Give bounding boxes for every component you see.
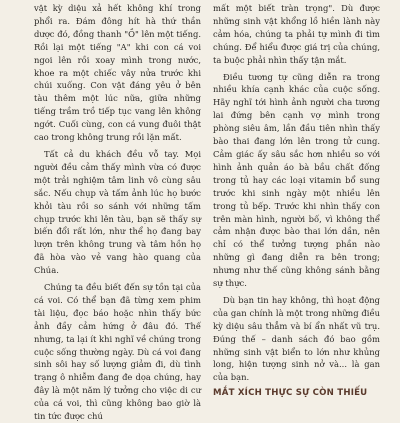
right-column	[213, 2, 380, 400]
left-column	[34, 2, 201, 422]
left-paragraph-2: Tất cả du khách đều vỗ tay. Mọi người đều cảm thấy mình vừa có được một trải nghiệm tâm linh vô cùng sâu sắc. Nếu chụp và tấm ảnh lúc họ bước khỏi tàu rồi so sánh với những tấm chụp trước khi lên tàu, bạn sẽ thấy sự biến đổi rất lớn, như thể họ đang bay lượn trên không trung và tâm hồn họ đã hòa vào vẻ vang hào quang của Chúa.	[34, 148, 201, 276]
right-paragraph-3: Dù bạn tin hay không, thì hoạt động của gan chính là một trong những điều kỳ diệu sâu thẳm và bí ẩn nhất vũ trụ. Đúng thế – danh sách đó bao gồm những sinh vật biển to lớn như khủng long, hiện tượng sinh nở và... là gan của bạn.	[213, 294, 380, 383]
left-paragraph-1: vật kỳ diệu xả hết không khí trong phổi ra. Đám đông hít hà thứ thần dược đó, đồng thanh "Ồ" lên một tiếng. Rồi lại một tiếng "A" khi con cá voi ngoi lên rồi xoay mình trong nước, khoe ra một chiếc vây nửa trước khi chúi xuống. Con vật đáng yêu ở bên tàu thêm một lúc nữa, giữa những tiếng trầm trồ tiếp tục vang lên không ngớt. Cuối cùng, con cá vung đuôi thật cao trong không trung rồi lặn mất.	[34, 3, 201, 143]
right-paragraph-2: Điều tương tự cũng diễn ra trong nhiều khía cạnh khác của cuộc sống. Hãy nghĩ tới hình ảnh người cha tương lai đứng bên cạnh vợ mình trong phòng siêu âm, lần đầu tiên nhìn thấy bào thai đang lớn lên trong tử cung. Cảm giác ấy sâu sắc hơn nhiều so với hình ảnh quản áo bà bầu chất đống trong tủ hay các loại vitamin bổ sung trước khi sinh ngày một nhiều lên trong tủ bếp. Trước khi nhìn thấy con trên màn hình, người bố, vì không thể cảm nhận được bào thai lớn dần, nên chỉ có thể tưởng tượng phần nào những gì đang diễn ra bên trong; nhưng như thế cũng không sánh bằng sự thực.	[213, 71, 380, 289]
left-paragraph-3: Chúng ta đều biết đến sự tồn tại của cá voi. Có thể bạn đã từng xem phim tài liệu, đọc báo hoặc nhìn thấy bức ảnh đầy cảm hứng ở đâu đó. Thế nhưng, ta lại ít khi nghĩ về chúng trong cuộc sống thường ngày. Dù cá voi đang sinh sôi hay số lượng giảm đi, dù tình trạng ô nhiễm đang đe dọa chúng, hay đây là một năm lý tưởng cho việc di cư của cá voi, thì cũng không bao giờ là tin tức được chú	[34, 282, 201, 422]
right-paragraph-1: mất một biết tràn trọng". Dù được những sinh vật khổng lồ hiền lành này cảm hóa, chúng ta phải tự mình đi tìm chúng. Để hiểu được giá trị của chúng, ta buộc phải nhìn thấy tận mắt.	[213, 3, 380, 65]
section-heading: MẮT XÍCH THỰC SỰ CÒN THIẾU	[213, 388, 368, 399]
